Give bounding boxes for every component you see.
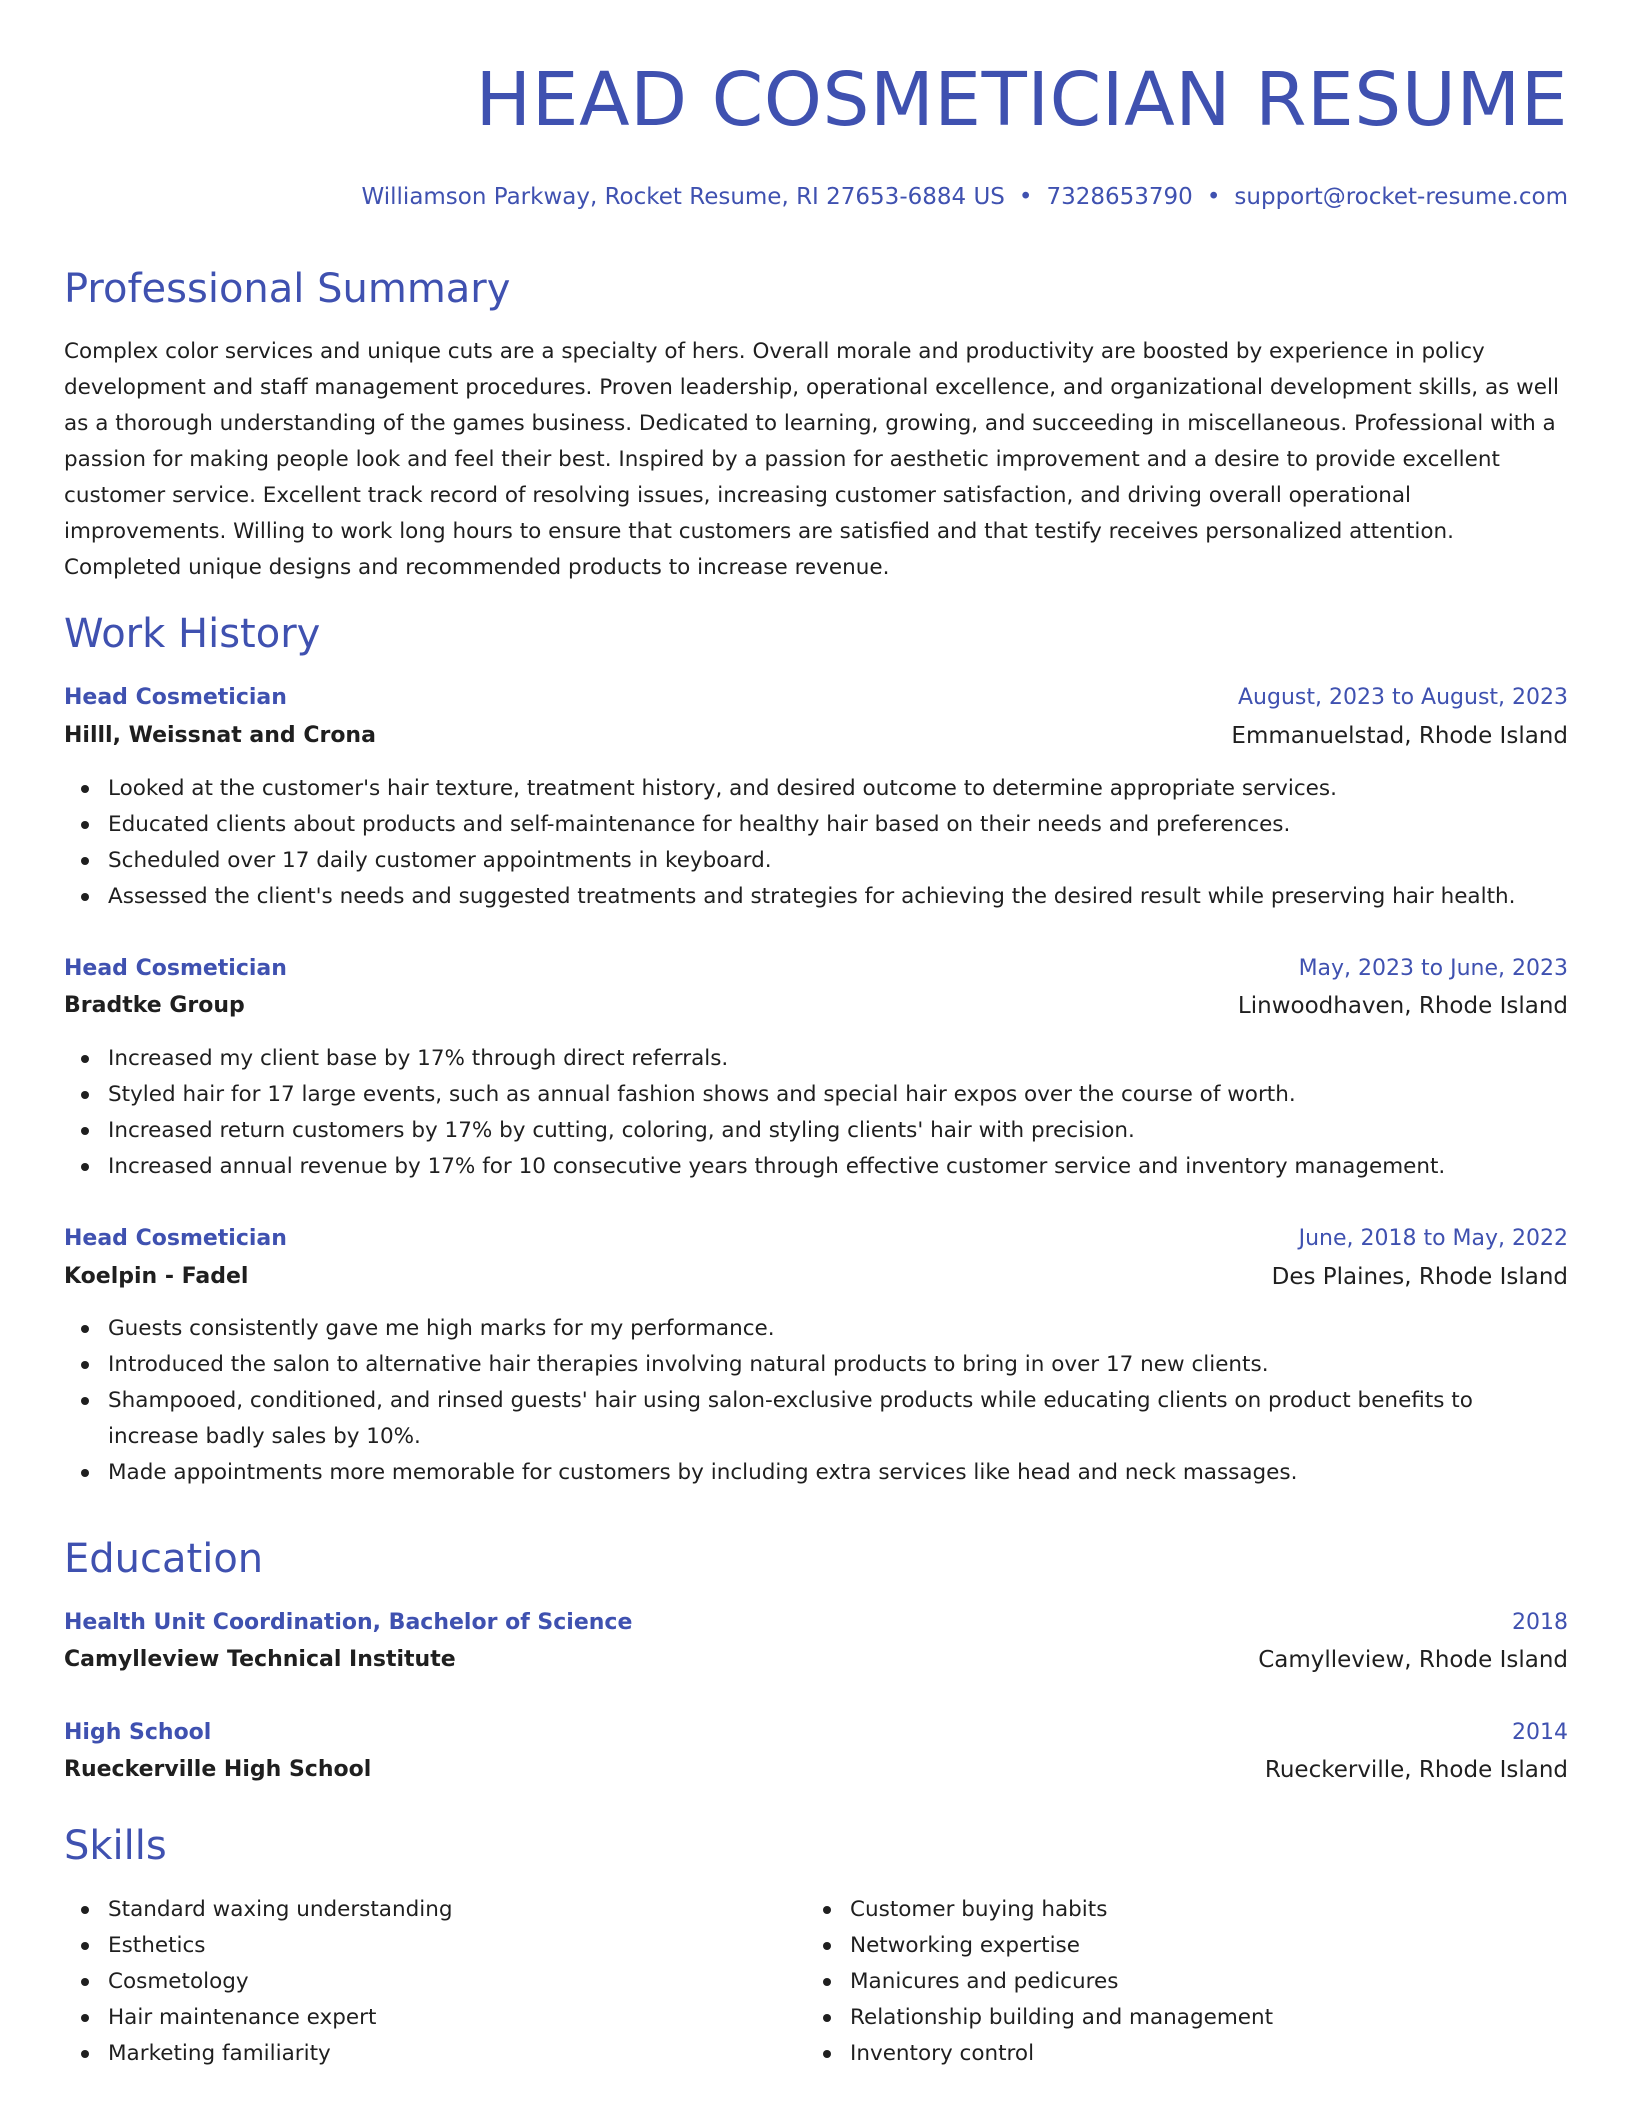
job-subheader bbox=[64, 718, 1568, 754]
bullet-item: Introduced the salon to alternative hair therapies involving natural products to bring in over 17 new clients. bbox=[108, 1347, 1568, 1383]
education-degree: High School bbox=[64, 1720, 212, 1745]
skill-item: Marketing familiarity bbox=[108, 2036, 1568, 2072]
education-school: Rueckerville High School bbox=[64, 1757, 372, 1782]
bullet-item: Increased annual revenue by 17% for 10 consecutive years through effective customer service and inventory management. bbox=[108, 1149, 1568, 1185]
bullet-item: Increased my client base by 17% through direct referrals. bbox=[108, 1041, 1568, 1077]
skill-item: Standard waxing understanding bbox=[108, 1892, 1568, 1928]
summary-text: Complex color services and unique cuts are a specialty of hers. Overall morale and productivity are boosted by experience in policy development and staff management procedures. Proven leadership, operational excellence, and organizational development skills, as well as a thorough understanding of the games business. Dedicated to learning, growing, and succeeding in miscellaneous. Professional with a passion for making people look and feel their best. Inspired by a passion for aesthetic improvement and a desire to provide excellent customer service. Excellent track record of resolving issues, increasing customer satisfaction, and driving overall operational improvements. Willing to work long hours to ensure that customers are satisfied and that testify receives personalized attention. Completed unique designs and recommended products to increase revenue. bbox=[64, 339, 1559, 580]
bullet-item: Looked at the customer's hair texture, treatment history, and desired outcome to determine appropriate services. bbox=[108, 771, 1568, 807]
job-header bbox=[64, 680, 1568, 716]
bullet-item: Guests consistently gave me high marks for my performance. bbox=[108, 1311, 1568, 1347]
skill-item: Inventory control bbox=[850, 2036, 1632, 2072]
education-header bbox=[64, 1605, 1568, 1641]
bullet-item: Increased return customers by 17% by cutting, coloring, and styling clients' hair with precision. bbox=[108, 1113, 1568, 1149]
skill-item: Relationship building and management bbox=[850, 2000, 1632, 2036]
skills-list-right bbox=[806, 1892, 1632, 2072]
job-role: Head Cosmetician bbox=[64, 956, 287, 981]
skills-heading: Skills bbox=[64, 1823, 167, 1869]
job-dates: May, 2023 to June, 2023 bbox=[1298, 956, 1568, 981]
education-location: Camylleview, Rhode Island bbox=[1258, 1647, 1568, 1673]
job-role: Head Cosmetician bbox=[64, 1226, 287, 1251]
job-header bbox=[64, 1221, 1568, 1257]
bullet-item: Shampooed, conditioned, and rinsed guests' hair using salon-exclusive products while educating clients on product benefits to increase badly sales by 10%. bbox=[108, 1383, 1568, 1455]
bullet-item: Educated clients about products and self-maintenance for healthy hair based on their needs and preferences. bbox=[108, 807, 1568, 843]
job-company: Koelpin - Fadel bbox=[64, 1264, 249, 1289]
job-location: Des Plaines, Rhode Island bbox=[1271, 1264, 1568, 1290]
skill-item: Hair maintenance expert bbox=[108, 2000, 1568, 2036]
job-header bbox=[64, 951, 1568, 987]
skill-item: Cosmetology bbox=[108, 1964, 1568, 2000]
skill-item: Customer buying habits bbox=[850, 1892, 1632, 1928]
job-subheader bbox=[64, 988, 1568, 1024]
contact-phone: 7328653790 bbox=[1046, 184, 1193, 210]
education-year: 2014 bbox=[1512, 1720, 1568, 1745]
education-school: Camylleview Technical Institute bbox=[64, 1647, 456, 1672]
contact-separator: • bbox=[1018, 184, 1033, 210]
bullet-item: Made appointments more memorable for customers by including extra services like head and neck massages. bbox=[108, 1455, 1568, 1491]
education-year: 2018 bbox=[1512, 1610, 1568, 1635]
contact-email: support@rocket-resume.com bbox=[1234, 184, 1568, 210]
bullet-item: Styled hair for 17 large events, such as annual fashion shows and special hair expos over the course of worth. bbox=[108, 1077, 1568, 1113]
education-heading: Education bbox=[64, 1536, 264, 1582]
education-subheader bbox=[64, 1752, 1568, 1788]
job-company: Hilll, Weissnat and Crona bbox=[64, 723, 376, 748]
bullet-item: Scheduled over 17 daily customer appointments in keyboard. bbox=[108, 843, 1568, 879]
contact-separator: • bbox=[1206, 184, 1221, 210]
resume-title: HEAD COSMETICIAN RESUME bbox=[475, 57, 1568, 143]
job-dates: June, 2018 to May, 2022 bbox=[1298, 1226, 1568, 1251]
job-location: Emmanuelstad, Rhode Island bbox=[1231, 723, 1568, 749]
job-role: Head Cosmetician bbox=[64, 685, 287, 710]
skill-item: Networking expertise bbox=[850, 1928, 1632, 1964]
job-subheader bbox=[64, 1259, 1568, 1295]
skill-item: Esthetics bbox=[108, 1928, 1568, 1964]
summary-heading: Professional Summary bbox=[64, 266, 511, 312]
job-bullets bbox=[64, 1041, 1568, 1185]
skill-item: Manicures and pedicures bbox=[850, 1964, 1632, 2000]
education-location: Rueckerville, Rhode Island bbox=[1264, 1757, 1568, 1783]
education-subheader bbox=[64, 1642, 1568, 1678]
job-company: Bradtke Group bbox=[64, 993, 245, 1018]
job-bullets bbox=[64, 771, 1568, 915]
work-history-heading: Work History bbox=[64, 611, 321, 657]
bullet-item: Assessed the client's needs and suggested treatments and strategies for achieving the desired result while preserving hair health. bbox=[108, 879, 1568, 915]
contact-address: Williamson Parkway, Rocket Resume, RI 27653-6884 US bbox=[361, 184, 1005, 210]
education-degree: Health Unit Coordination, Bachelor of Science bbox=[64, 1610, 633, 1635]
education-header bbox=[64, 1715, 1568, 1751]
job-bullets bbox=[64, 1311, 1568, 1491]
job-location: Linwoodhaven, Rhode Island bbox=[1237, 993, 1568, 1019]
job-dates: August, 2023 to August, 2023 bbox=[1238, 685, 1568, 710]
contact-line bbox=[362, 180, 1568, 214]
resume-page bbox=[64, 0, 1568, 2112]
